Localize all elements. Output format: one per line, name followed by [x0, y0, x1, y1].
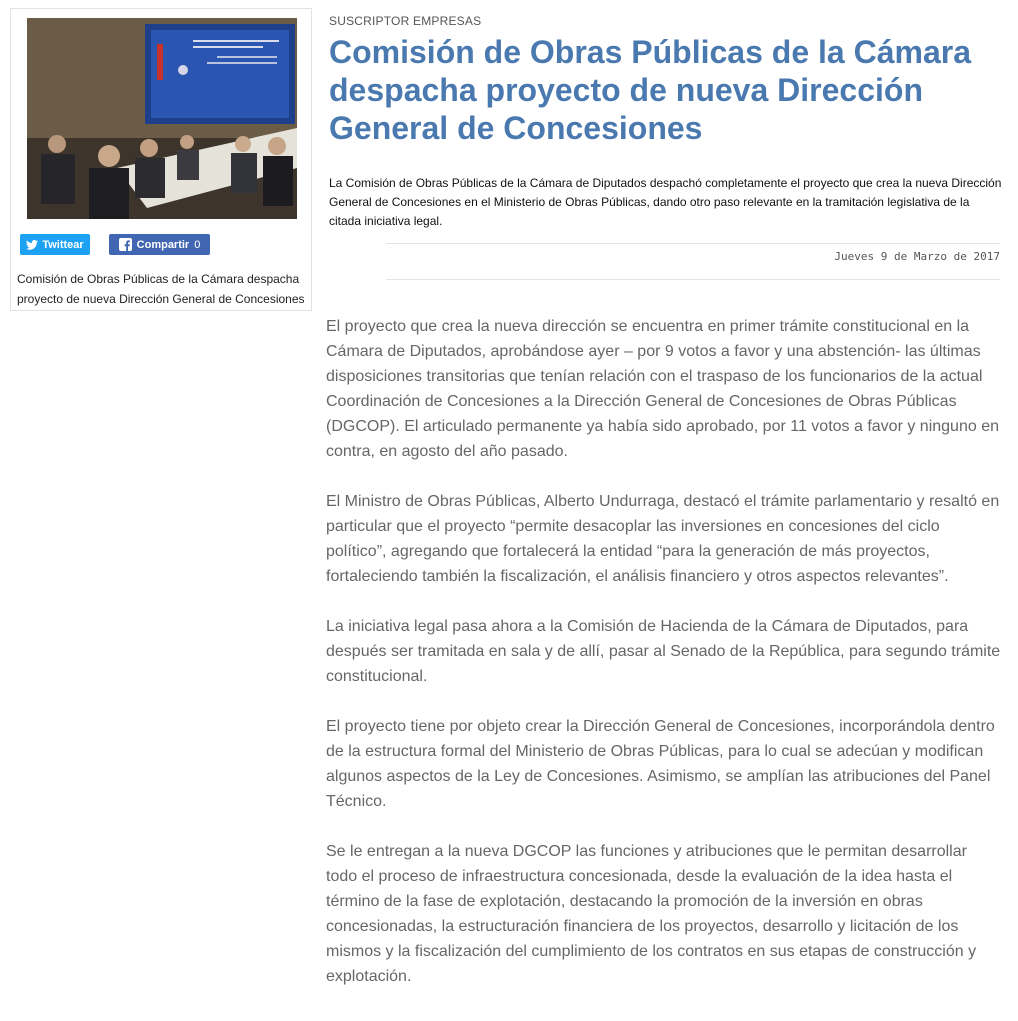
- twitter-share-label: Twittear: [42, 238, 84, 251]
- meeting-photo-illustration: [27, 18, 297, 219]
- article-lead: La Comisión de Obras Públicas de la Cámara de Diputados despachó completamente el proyecto que crea la nueva Dirección General de Concesiones en el Ministerio de Obras Públicas, dando otro paso relevante en la tramitación legislativa de la citada iniciativa legal.: [329, 176, 1002, 228]
- photo-caption: Comisión de Obras Públicas de la Cámara despacha proyecto de nueva Dirección General de Concesiones: [17, 272, 305, 306]
- facebook-f-icon: [119, 238, 132, 251]
- article-sidebar-card: [10, 8, 312, 311]
- twitter-share-button[interactable]: [20, 234, 90, 255]
- article-title: Comisión de Obras Públicas de la Cámara despacha proyecto de nueva Dirección General de Concesiones: [329, 34, 971, 146]
- divider: [386, 243, 1000, 244]
- section-kicker: SUSCRIPTOR EMPRESAS: [329, 14, 482, 28]
- facebook-share-button[interactable]: [109, 234, 210, 255]
- body-paragraph: El proyecto tiene por objeto crear la Dirección General de Concesiones, incorporándola dentro de la estructura formal del Ministerio de Obras Públicas, para lo cual se adecúan y modifican algunos aspectos de la Ley de Concesiones. Asimismo, se amplían las atribuciones del Panel Técnico.: [326, 718, 995, 810]
- publish-date: Jueves 9 de Marzo de 2017: [834, 250, 1000, 263]
- facebook-share-count: 0: [194, 238, 201, 251]
- facebook-share-label: Compartir: [136, 238, 190, 251]
- twitter-bird-icon: [26, 240, 38, 250]
- body-paragraph: Se le entregan a la nueva DGCOP las funciones y atribuciones que le permitan desarrollar todo el proceso de infraestructura concesionada, desde la evaluación de la idea hasta el término de la fase de explotación, destacando la promoción de la inversión en obras concesionadas, la estructuración financiera de los proyectos, desarrollo y licitación de los mismos y la fiscalización del cumplimiento de los contratos en sus etapas de construcción y explotación.: [326, 843, 977, 985]
- divider: [386, 279, 1000, 280]
- body-paragraph: El Ministro de Obras Públicas, Alberto Undurraga, destacó el trámite parlamentario y resaltó en particular que el proyecto “permite desacoplar las inversiones en concesiones del ciclo político”, agregando que fortalecerá la entidad “para la generación de más proyectos, fortaleciendo también la fiscalización, el análisis financiero y otros aspectos relevantes”.: [326, 493, 1000, 585]
- body-paragraph: La iniciativa legal pasa ahora a la Comisión de Hacienda de la Cámara de Diputados, para después ser tramitada en sala y de allí, pasar al Senado de la República, para segundo trámite constitucional.: [326, 618, 1001, 685]
- body-paragraph: El proyecto que crea la nueva dirección se encuentra en primer trámite constitucional en la Cámara de Diputados, aprobándose ayer – por 9 votos a favor y una abstención- las últimas disposiciones transitorias que tenían relación con el traspaso de los funcionarios de la actual Coordinación de Concesiones a la Dirección General de Concesiones de Obras Públicas (DGCOP). El articulado permanente ya había sido aprobado, por 11 votos a favor y ninguno en contra, en agosto del año pasado.: [326, 318, 999, 460]
- article-photo[interactable]: [27, 18, 297, 219]
- article-body: [326, 314, 1002, 1014]
